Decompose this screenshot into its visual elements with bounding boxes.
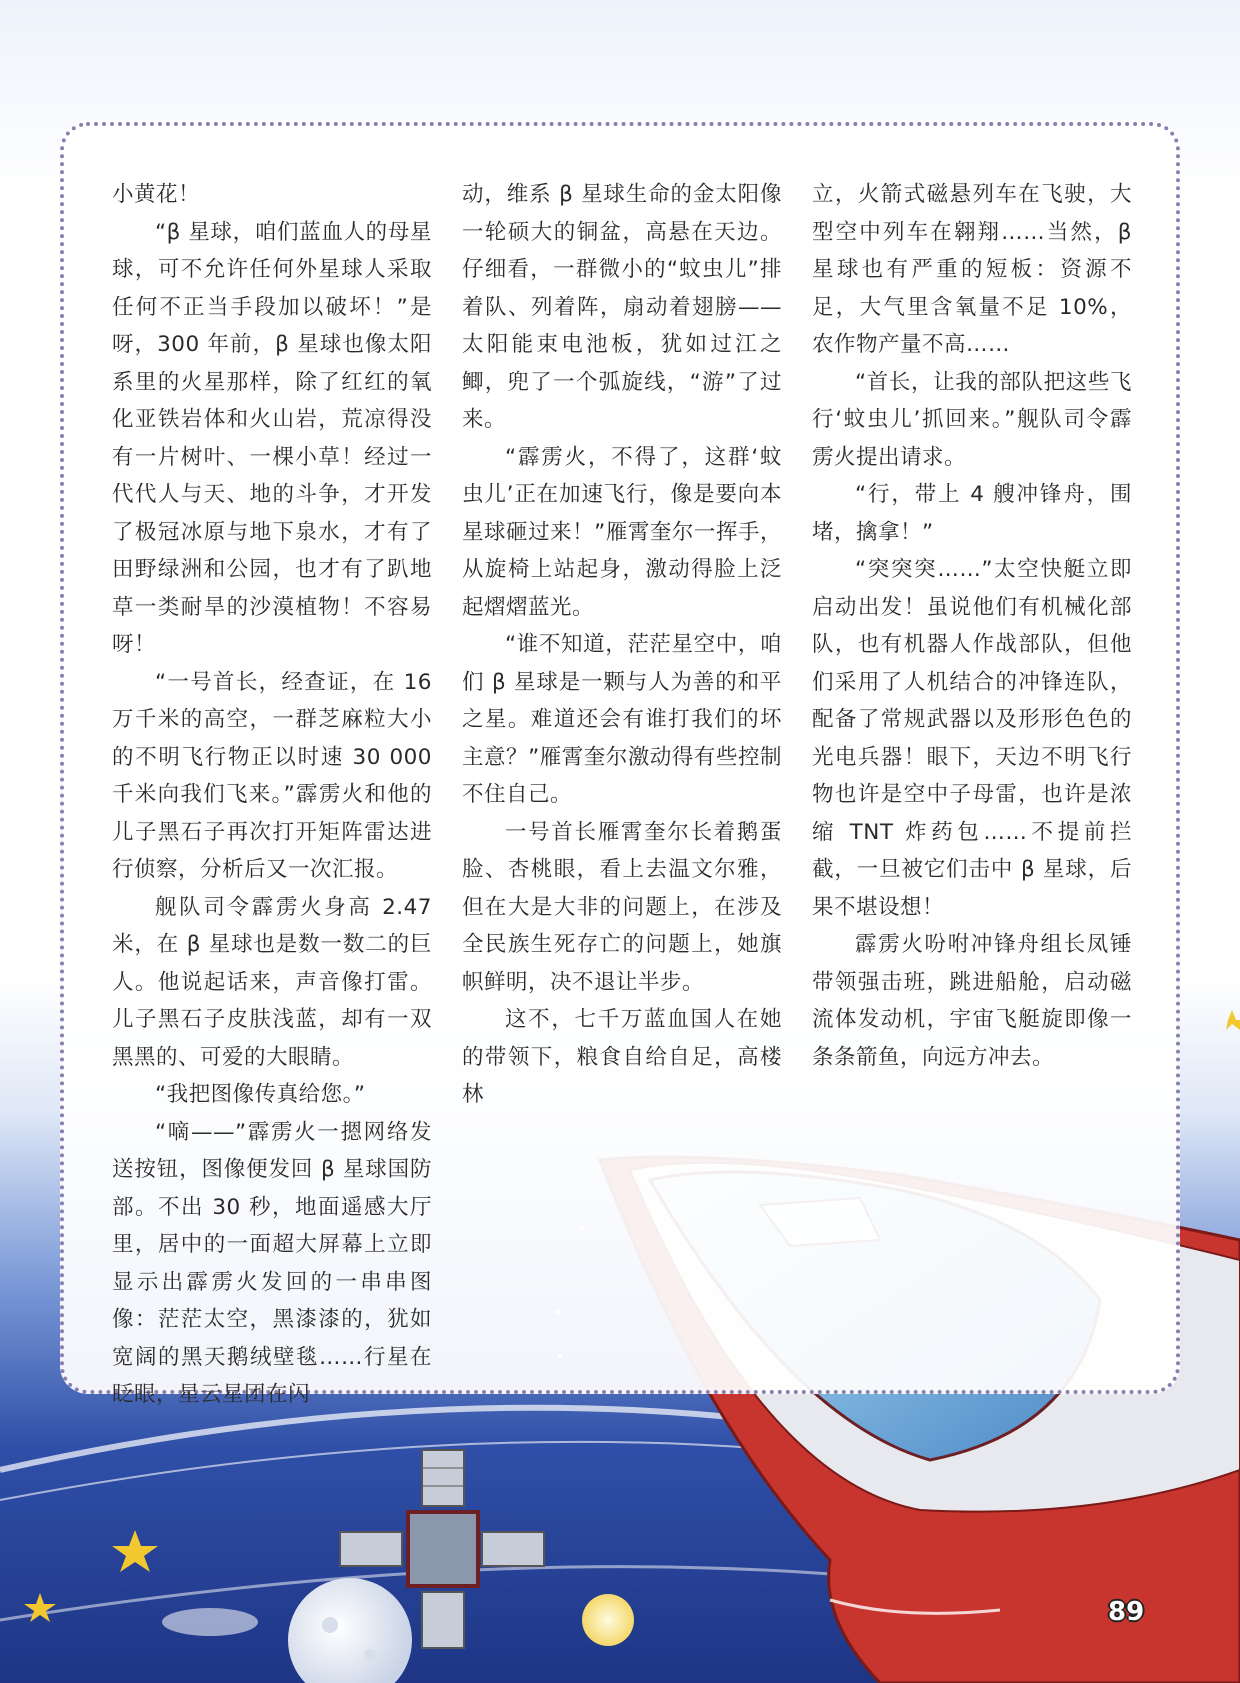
paragraph: 这不，七千万蓝血国人在她的带领下，粮食自给自足，高楼林 <box>462 1007 782 1107</box>
paragraph: 舰队司令霹雳火身高 2.47 米，在 β 星球也是数一数二的巨人。他说起话来，声音像打雷。儿子黑石子皮肤浅蓝，却有一双黑黑的、可爱的大眼睛。 <box>112 894 432 1070</box>
paragraph: “β 星球，咱们蓝血人的母星球，可不允许任何外星球人采取任何不正当手段加以破坏！”是呀，300 年前，β 星球也像太阳系里的火星那样，除了红红的氧化亚铁岩体和火山岩，荒凉得没有一片树叶、一棵小草！经过一代代人与天、地的斗争，才开发了极冠冰原与地下泉水，才有了田野绿洲和公园，也才有了趴地草一类耐旱的沙漠植物！不容易呀！ <box>112 219 432 657</box>
paragraph: 一号首长雁霄奎尔长着鹅蛋脸、杏桃眼，看上去温文尔雅，但在大是大非的问题上，在涉及全民族生死存亡的问题上，她旗帜鲜明，决不退让半步。 <box>462 819 782 995</box>
paragraph: “行，带上 4 艘冲锋舟，围堵，擒拿！” <box>812 482 1132 545</box>
paragraph: “一号首长，经查证，在 16 万千米的高空，一群芝麻粒大小的不明飞行物正以时速 30 000 千米向我们飞来。”霹雳火和他的儿子黑石子再次打开矩阵雷达进行侦察，分析后又一次汇报。 <box>112 669 432 882</box>
paragraph: “霹雳火，不得了，这群‘蚊虫儿’正在加速飞行，像是要向本星球砸过来！”雁霄奎尔一挥手，从旋椅上站起身，激动得脸上泛起熠熠蓝光。 <box>462 444 782 620</box>
paragraph: 小黄花！ <box>112 182 201 207</box>
paragraph: 动，维系 β 星球生命的金太阳像一轮硕大的铜盆，高悬在天边。仔细看，一群微小的“蚊虫儿”排着队、列着阵，扇动着翅膀——太阳能束电池板，犹如过江之鲫，兜了一个弧旋线，“游”了过来。 <box>462 182 782 432</box>
text-column-3 <box>812 176 1132 1076</box>
text-column-1 <box>112 176 432 1414</box>
paragraph: “我把图像传真给您。” <box>155 1082 366 1107</box>
paragraph: “嘀——”霹雳火一摁网络发送按钮，图像便发回 β 星球国防部。不出 30 秒，地面遥感大厅里，居中的一面超大屏幕上立即显示出霹雳火发回的一串串图像：茫茫太空，黑漆漆的，犹如宽阔的黑天鹅绒壁毯……行星在眨眼，星云星团在闪 <box>112 1119 432 1407</box>
paragraph: “首长，让我的部队把这些飞行‘蚊虫儿’抓回来。”舰队司令霹雳火提出请求。 <box>812 369 1132 470</box>
paragraph: “突突突……”太空快艇立即启动出发！虽说他们有机械化部队，也有机器人作战部队，但他们采用了人机结合的冲锋连队，配备了常规武器以及形形色色的光电兵器！眼下，天边不明飞行物也许是空中子母雷，也许是浓缩 TNT 炸药包……不提前拦截，一旦被它们击中 β 星球，后果不堪设想！ <box>812 557 1132 920</box>
paragraph: 立，火箭式磁悬列车在飞驶，大型空中列车在翱翔……当然，β 星球也有严重的短板：资源不足，大气里含氧量不足 10%，农作物产量不高…… <box>812 182 1132 357</box>
page-number: 89 <box>1108 1597 1145 1627</box>
paragraph: “谁不知道，茫茫星空中，咱们 β 星球是一颗与人为善的和平之星。难道还会有谁打我们的坏主意？”雁霄奎尔激动得有些控制不住自己。 <box>462 632 782 807</box>
paragraph: 霹雳火吩咐冲锋舟组长凤锤带领强击班，跳进船舱，启动磁流体发动机，宇宙飞艇旋即像一条条箭鱼，向远方冲去。 <box>812 932 1132 1070</box>
text-column-2 <box>462 176 782 1114</box>
